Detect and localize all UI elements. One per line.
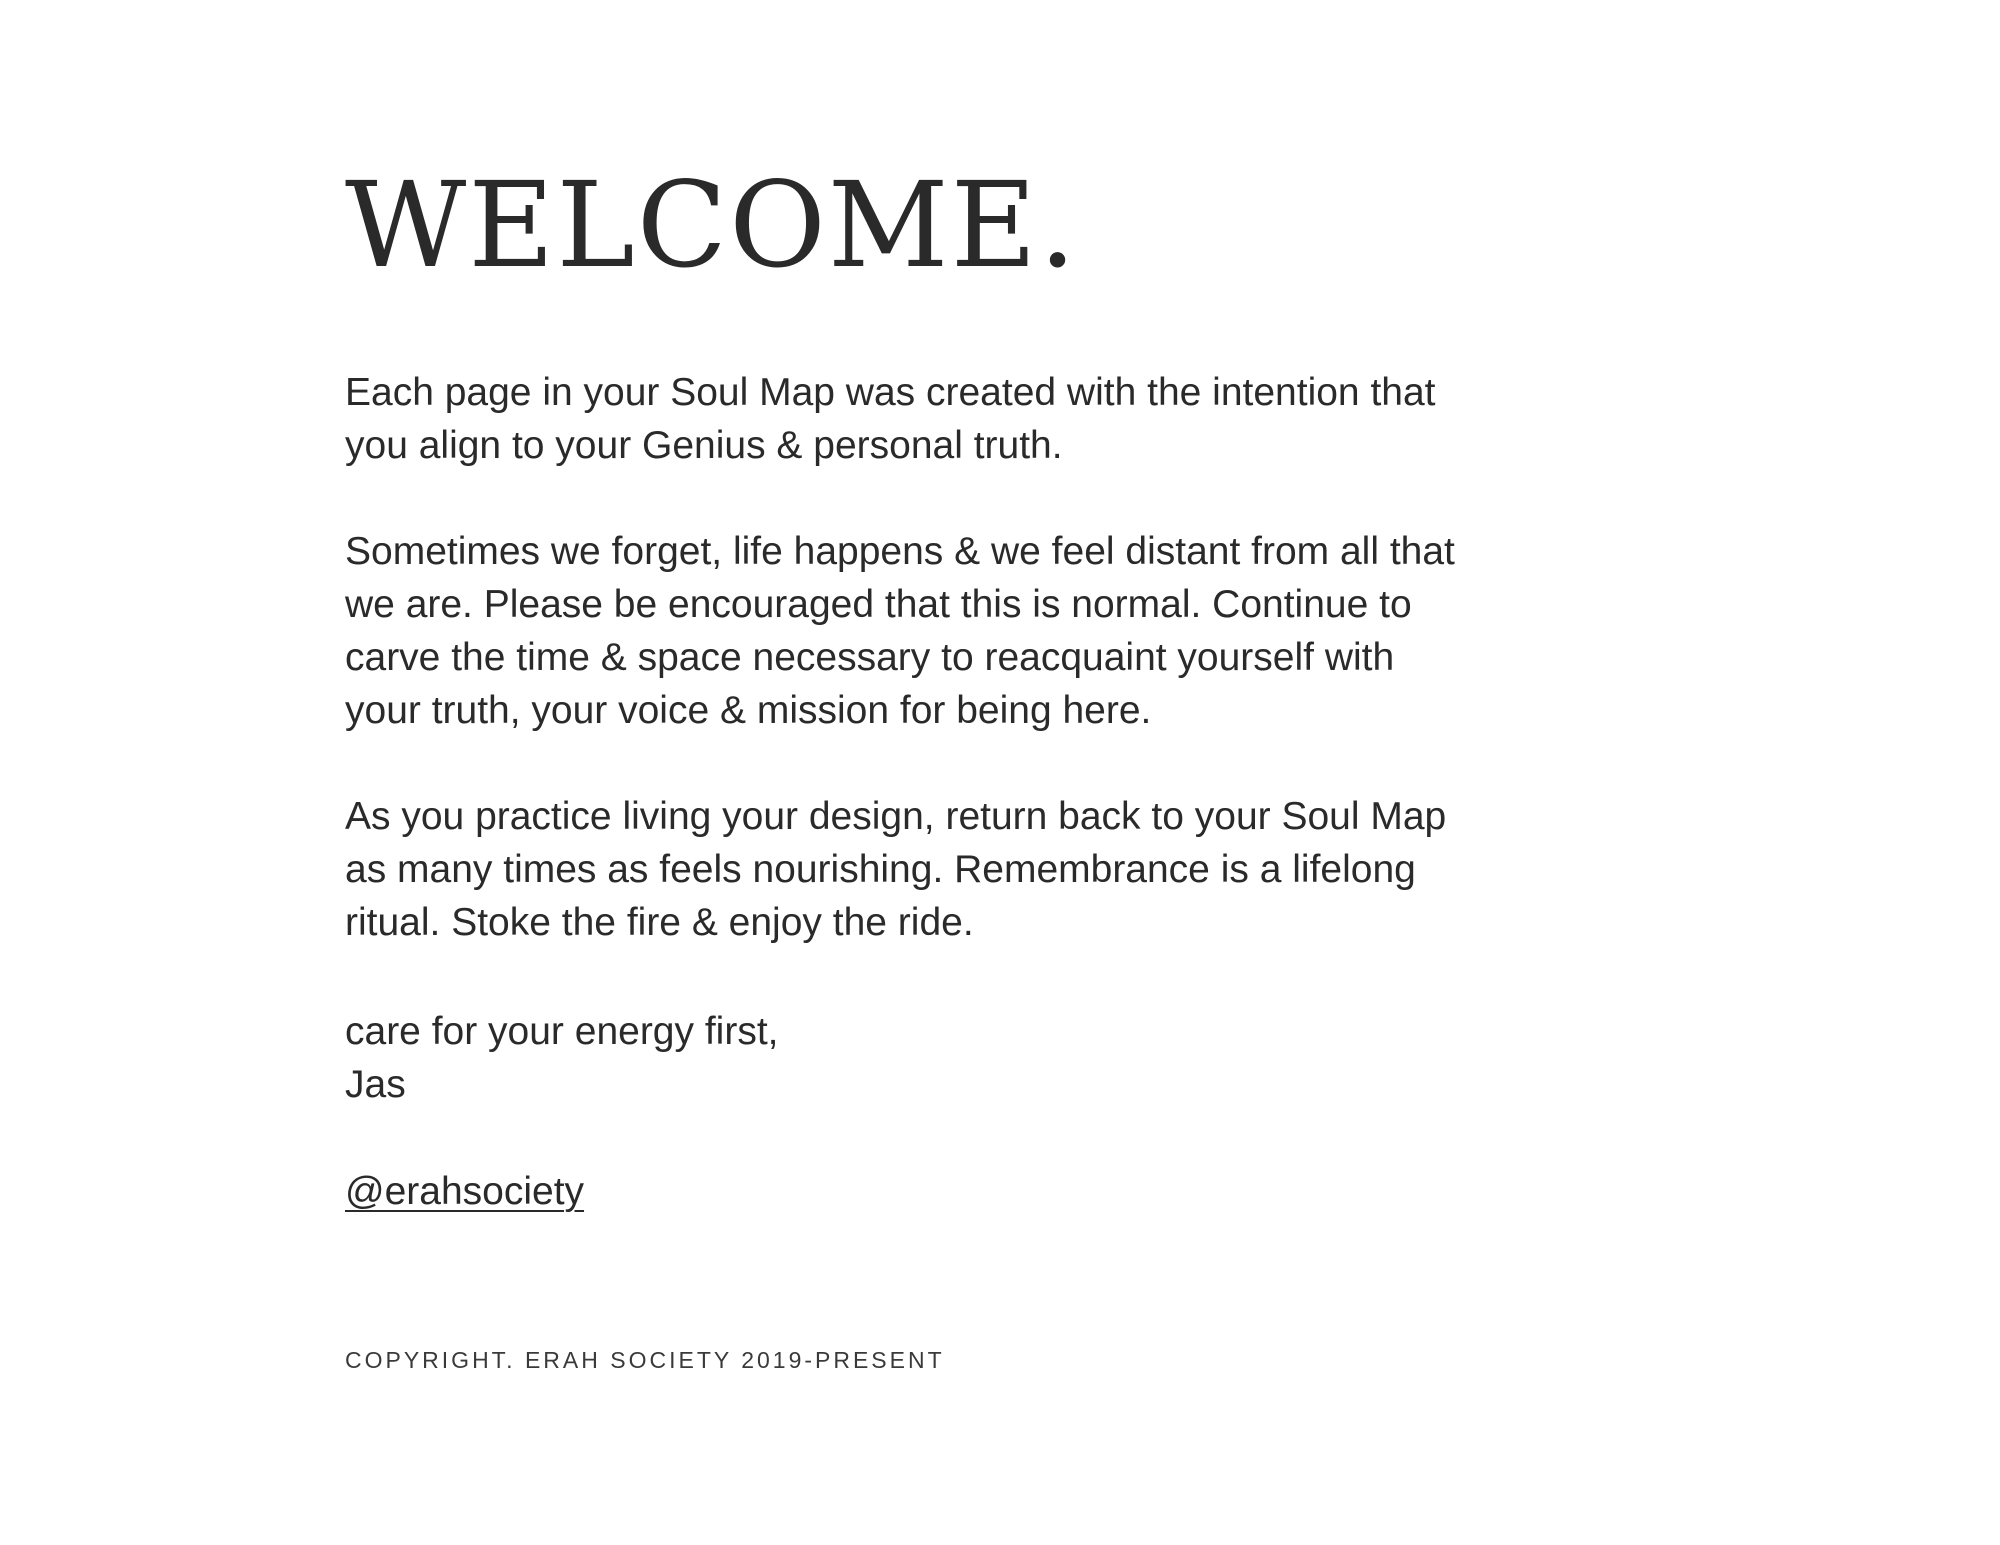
social-handle-link[interactable]: @erahsociety <box>345 1170 585 1213</box>
paragraph-encouragement: Sometimes we forget, life happens & we feel distant from all that we are. Please be encouraged that this is normal. Continue to carve the time & space necessary to reacquaint yourself with your truth, your voice & mission for being here. <box>345 530 1455 732</box>
copyright-notice: COPYRIGHT. ERAH SOCIETY 2019-PRESENT <box>345 1347 945 1373</box>
welcome-page <box>345 0 1665 1545</box>
signoff-name: Jas <box>345 1063 406 1106</box>
signoff-line: care for your energy first, <box>345 1010 779 1053</box>
page-title: WELCOME. <box>345 156 1079 294</box>
welcome-message <box>345 366 1665 1002</box>
paragraph-intention: Each page in your Soul Map was created with the intention that you align to your Genius & personal truth. <box>345 371 1436 467</box>
signoff <box>345 1005 779 1111</box>
paragraph-practice: As you practice living your design, return back to your Soul Map as many times as feels nourishing. Remembrance is a lifelong ritual. Stoke the fire & enjoy the ride. <box>345 795 1447 944</box>
